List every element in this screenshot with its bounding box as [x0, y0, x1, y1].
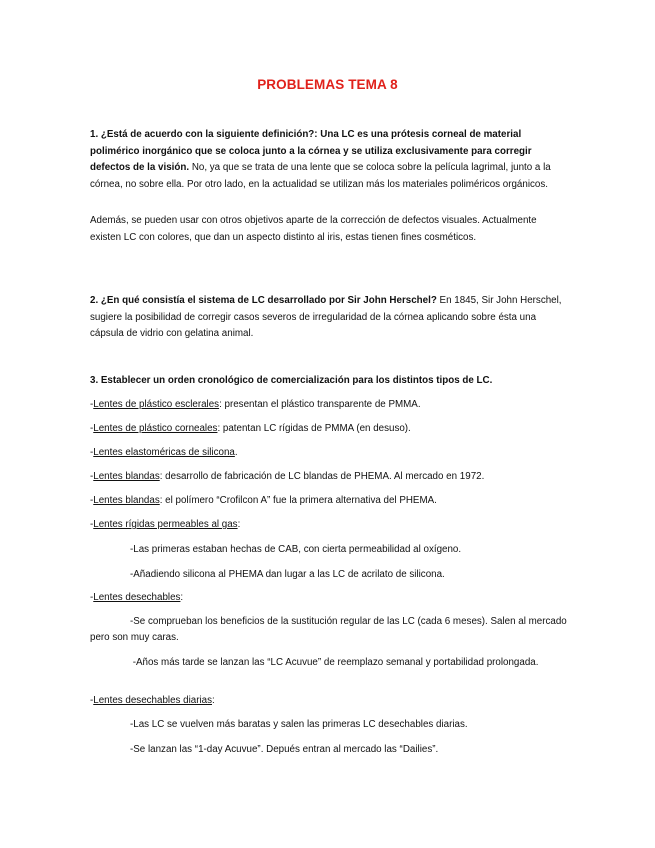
list-item: -Lentes de plástico corneales: patentan LC rígidas de PMMA (en desuso).	[90, 423, 411, 434]
q2-paragraph	[90, 293, 568, 343]
list-item-term: Lentes desechables	[93, 592, 181, 603]
list-item-term: Lentes blandas	[93, 495, 160, 506]
page-title: PROBLEMAS TEMA 8	[257, 77, 398, 92]
list-item-term: Lentes desechables diarias	[93, 695, 212, 706]
q3-question: 3. Establecer un orden cronológico de comercialización para los distintos tipos de LC.	[90, 375, 493, 386]
list-item: -Lentes desechables diarias:	[90, 695, 215, 706]
q1-paragraph	[90, 127, 568, 193]
list-item-term: Lentes de plástico esclerales	[93, 399, 220, 410]
q2-question: 2. ¿En qué consistía el sistema de LC desarrollado por Sir John Herschel?	[90, 295, 437, 306]
sub-list-item: -Se comprueban los beneficios de la sustitución regular de las LC (cada 6 meses). Salen al mercado pero son muy caras.	[90, 616, 567, 643]
list-item-term: Lentes blandas	[93, 471, 160, 482]
list-item: -Lentes desechables:	[90, 592, 184, 603]
sub-list-item: -Se lanzan las “1-day Acuvue”. Depués entran al mercado las “Dailies”.	[130, 744, 439, 755]
q1-question: 1. ¿Está de acuerdo con la siguiente definición?: Una LC es una prótesis corneal de material polimérico inorgánico que se coloca junto a la córnea y se utiliza exclusivamente para corregir defectos de la visión.	[90, 129, 532, 173]
sub-list-item: -Las LC se vuelven más baratas y salen las primeras LC desechables diarias.	[130, 719, 468, 730]
list-item-term: Lentes rígidas permeables al gas	[93, 519, 238, 530]
q2-answer: En 1845, Sir John Herschel, sugiere la posibilidad de corregir casos severos de irregularidad de la córnea aplicando sobre ésta una cápsula de vidrio con gelatina animal.	[90, 295, 562, 339]
q1-extra: Además, se pueden usar con otros objetivos aparte de la corrección de defectos visuales. Actualmente existen LC con colores, que dan un aspecto distinto al iris, estas tienen fines cosméticos.	[90, 215, 537, 243]
sub-list-item: -Años más tarde se lanzan las “LC Acuvue” de reemplazo semanal y portabilidad prolongada.	[130, 657, 539, 668]
list-item: -Lentes rígidas permeables al gas:	[90, 519, 241, 530]
list-item: -Lentes blandas: el polímero “Crofilcon A” fue la primera alternativa del PHEMA.	[90, 495, 437, 506]
q1-answer: No, ya que se trata de una lente que se coloca sobre la película lagrimal, junto a la córnea, no sobre ella. Por otro lado, en la actualidad se utilizan más los materiales poliméricos orgánicos.	[90, 162, 551, 190]
list-item: -Lentes elastoméricas de silicona.	[90, 447, 238, 458]
list-item: -Lentes blandas: desarrollo de fabricación de LC blandas de PHEMA. Al mercado en 1972.	[90, 471, 485, 482]
list-item-term: Lentes elastoméricas de silicona	[93, 447, 235, 458]
list-item-term: Lentes de plástico corneales	[93, 423, 218, 434]
sub-list-item: -Las primeras estaban hechas de CAB, con cierta permeabilidad al oxígeno.	[130, 544, 462, 555]
sub-list-item: -Añadiendo silicona al PHEMA dan lugar a las LC de acrilato de silicona.	[130, 569, 445, 580]
list-item: -Lentes de plástico esclerales: presentan el plástico transparente de PMMA.	[90, 399, 421, 410]
